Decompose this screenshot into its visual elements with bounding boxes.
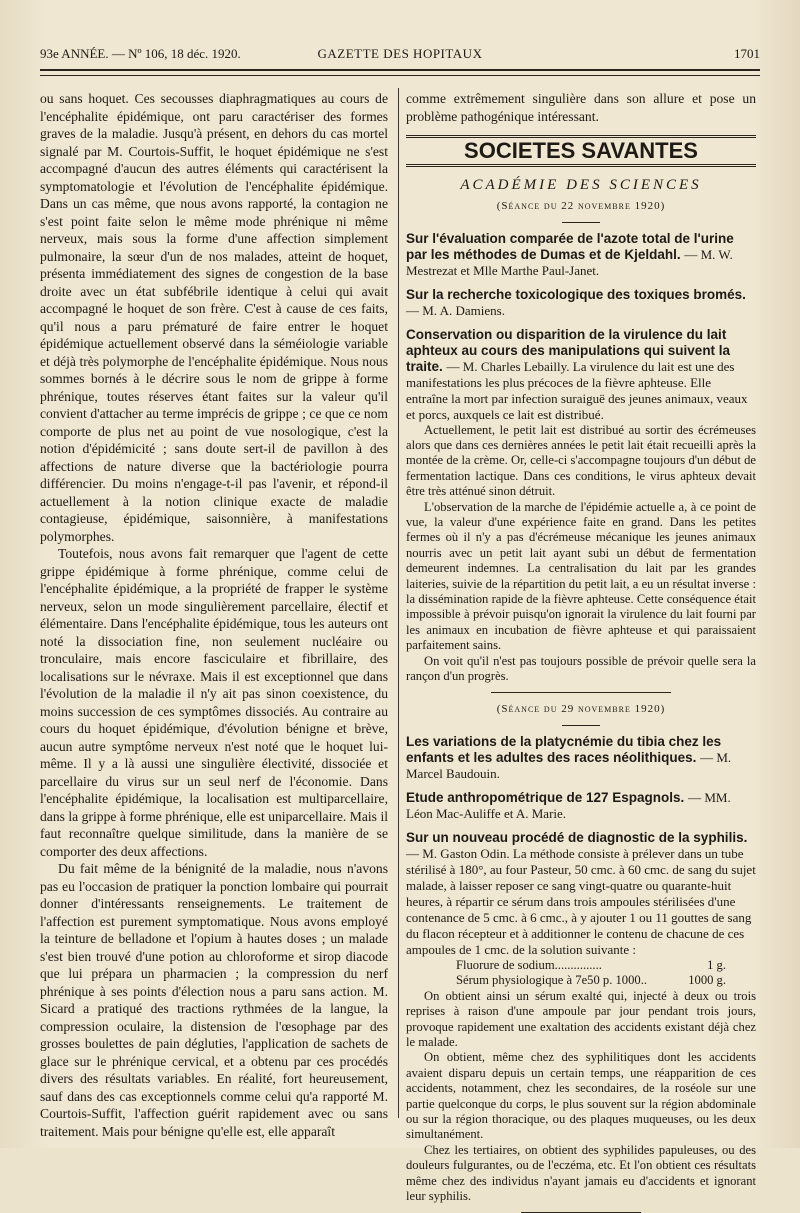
- right-column: [406, 90, 756, 1213]
- article-author: — MM. Léon Mac-Auliffe et A. Marie.: [406, 789, 731, 821]
- header-rule-thin: [40, 75, 760, 76]
- left-column: [40, 90, 388, 1140]
- paragraph: Chez les tertiaires, on obtient des syphilides papuleuses, ou des douleurs fulgurantes, ou de l'eczéma, etc. Et l'on obtient ces résultats même chez des individus n'ayant jamais eu d'accidents et ignorant leur syphilis.: [406, 1142, 756, 1203]
- paragraph: Du fait même de la bénignité de la maladie, nous n'avons pas eu l'occasion de pratiquer la ponction lombaire qui pourrait donner d'intéressants renseignements. Le traitement de l'affection est purement symptomatique. Nous avons employé la teinture de belladone et l'opium à hautes doses ; un malade s'est bien trouvé d'une potion au chloroforme et sirop diacode que lui prépara un pharmacien ; la compression du nerf phrénique à ses points d'élection nous a paru sans action. M. Sicard a pratiqué des tractions rythmées de la langue, la compression oculaire, la distension de l'œsophage par des grosses boulettes de pain dégluties, l'application de sachets de glace sur le phrénique cervical, et a obtenu par ces procédés divers des résultats variables. En réalité, fort heureusement, sauf dans des cas exceptionnels comme celui qu'a rapporté M. Courtois-Suffit, l'affection guérit rapidement avec ou sans traitement. Mais pour bénigne qu'elle est, elle apparaît: [40, 861, 388, 1139]
- issue-info: 93e ANNÉE. — Nº 106, 18 déc. 1920.: [40, 46, 241, 61]
- formula-line: Sérum physiologique à 7e50 p. 1000.. 1000 g.: [456, 973, 726, 988]
- running-header: [40, 46, 760, 64]
- article-title: Conservation ou disparition de la virulence du lait aphteux au cours des manipulations qui suivent la traite. — M. Charles Lebailly. La virulence du lait est une des manifestations les plus précoces de la fièvre aphteuse. Elle entraîne la mort par infection suraiguë des jeunes animaux, veaux et porcs, auxquels ce lait est distribué.: [406, 326, 748, 422]
- article-author: — M. Gaston Odin. La méthode consiste à prélever dans un tube stérilisé à 180°, au four Pasteur, 50 cmc. à 60 cmc. de sang du sujet malade, à laisser reposer ce sang vingt-quatre ou quarante-huit heures, à répartir ce sérum dans trois ampoules stérilisées d'une contenance de 5 cmc. à 6 cmc., à y ajouter 1 ou 11 gouttes de sang du flacon récepteur et à additionner le contenu de chacune de ces ampoules de 1 cmc. de la solution suivante :: [406, 845, 756, 957]
- article-author: — M. Charles Lebailly. La virulence du lait est une des manifestations les plus précoces de la fièvre aphteuse. Elle entraîne la mort par infection suraiguë des jeunes animaux, veaux et porcs, auxquels ce lait est distribué.: [406, 358, 748, 422]
- article-title: Sur un nouveau procédé de diagnostic de la syphilis. — M. Gaston Odin. La méthode consiste à prélever dans un tube stérilisé à 180°, au four Pasteur, 50 cmc. à 60 cmc. de sang du sujet malade, à laisser reposer ce sang vingt-quatre ou quarante-huit heures, à répartir ce sérum dans trois ampoules stérilisées d'une contenance de 5 cmc. à 6 cmc., à y ajouter 1 ou 11 gouttes de sang du flacon récepteur et à additionner le contenu de chacune de ces ampoules de 1 cmc. de la solution suivante :: [406, 829, 756, 957]
- article-title: Sur l'évaluation comparée de l'azote total de l'urine par les méthodes de Dumas et de Kjeldahl. — M. W. Mestrezat et Mlle Marthe Paul-Janet.: [406, 230, 734, 278]
- journal-title: GAZETTE DES HOPITAUX: [317, 46, 483, 61]
- separator-rule: [562, 725, 600, 726]
- paragraph: ou sans hoquet. Ces secousses diaphragmatiques au cours de l'encéphalite épidémique, ont paru caractériser des formes graves de la maladie. Jusqu'à présent, en dehors du cas mortel signalé par M. Courtois-Suffit, le hoquet épidémique ne s'est accompagné d'aucun des autres éléments qui caractérisent la symptomatologie et l'évolution de l'encéphalite épidémique. Dans un cas même, que nous avons rapporté, la contagion ne s'est point faite selon le même mode phrénique ni même nerveux, mais sous la forme d'une affection simplement pulmonaire, la sœur d'un de nos malades, atteint de hoquet, présenta immédiatement des signes de congestion de la base droite avec un état subfébrile identique à celui qui avait accompagné le hoquet de son frère. C'est à cause de ces faits, qu'il nous a paru prématuré de faire entrer le hoquet épidémique actuellement observé dans la séméiologie variable et déjà très polymorphe de l'encéphalite épidémique. Nous nous sommes bornés à le décrire sous le nom de grippe à forme phrénique, toutes réserves étant faites sur la valeur qu'il convient d'attacher au terme imprécis de grippe ; ce que ce nom comporte de plus net au point de vue nosologique, c'est la notion d'épidémicité ; sans doute sert-il de pavillon à des affections de nature diverse que la bactériologie pourra différencier. Du moins n'engage-t-il pas l'avenir, et répond-il actuellement à la notion clinique exacte de maladie contagieuse, épidémique, saisonnière, à manifestations polymorphes.: [40, 91, 388, 544]
- paragraph: L'observation de la marche de l'épidémie actuelle a, à ce point de vue, la valeur d'une expérience faite en grand. Dans les petites fermes où il n'y a pas d'écrémeuse mécanique les jeunes animaux nourris avec un petit lait ayant subi un début de fermentation demeurent indemnes. La centralisation du lait par les grandes laiteries, suivie de la répartition du petit lait, a eu un résultat inverse : la dissémination rapide de la fièvre aphteuse. Cette conséquence était impossible à prévoir puisqu'on ignorait la virulence du lait fourni par les animaux en incubation de fièvre aphteuse et qui paraissaient parfaitement sains.: [406, 499, 756, 653]
- article-author: — M. Marcel Baudouin.: [406, 749, 732, 781]
- article-title: Sur la recherche toxicologique des toxiques bromés. — M. A. Damiens.: [406, 286, 746, 318]
- header-rule: [40, 69, 760, 71]
- paragraph: Actuellement, le petit lait est distribué au sortir des écrémeuses alors que dans ces dernières années le petit lait était recueilli après la montée de la crème. Or, celle-ci s'accompagne toujours d'un début de fermentation lactique. Dans ces conditions, le virus aphteux devait être très atténué sinon détruit.: [406, 422, 756, 499]
- paragraph: comme extrêmement singulière dans son allure et pose un problème pathogénique intéressant.: [406, 91, 756, 124]
- article-title: Les variations de la platycnémie du tibia chez les enfants et les adultes des races néolithiques. — M. Marcel Baudouin.: [406, 733, 732, 781]
- paragraph: On obtient ainsi un sérum exalté qui, injecté à deux ou trois reprises à raison d'une ampoule par jour pendant trois jours, provoque rapidement une exaltation des accidents existant déjà chez le malade.: [406, 988, 756, 1049]
- separator-rule: [562, 222, 600, 223]
- separator-rule: [491, 692, 671, 693]
- paragraph: On voit qu'il n'est pas toujours possible de prévoir quelle sera la rançon d'un progrès.: [406, 653, 756, 683]
- article-title: Etude anthropométrique de 127 Espagnols. — MM. Léon Mac-Auliffe et A. Marie.: [406, 789, 731, 821]
- paragraph: On obtient, même chez des syphilitiques dont les accidents avaient disparu depuis un certain temps, une réapparition de ces accidents, notamment, chez les secondaires, de la roséole sur une partie quelconque du corps, le plus souvent sur la région abdominale ou sur la région thoracique, ou des plaques muqueuses, ou les deux simultanément.: [406, 1050, 756, 1142]
- academy-heading: ACADÉMIE DES SCIENCES: [460, 176, 702, 193]
- section-heading: SOCIETES SAVANTES: [406, 135, 756, 167]
- paragraph: Toutefois, nous avons fait remarquer que l'agent de cette grippe épidémique à forme phrénique, comme celui de l'encéphalite épidémique, a la propriété de frapper le système nerveux, selon un mode singulièrement parcellaire, électif et élémentaire. Dans l'encéphalite épidémique, tous les auteurs ont noté la dissociation fine, non seulement nucléaire ou tronculaire, mais encore fasciculaire et fibrillaire, des localisations sur le névraxe. Mais il est exceptionnel que dans l'évolution de la maladie il n'y ait pas sinon coexistence, du moins succession de ces symptômes dissociés. Au contraire au cours du hoquet épidémique, d'évolution bénigne et brève, aucun autre symptôme nerveux n'est noté que le hoquet lui-même. Il y a là aussi une singulière électivité, dissociée et parcellaire du virus sur un seul nerf de l'économie. Dans l'encéphalite épidémique, la localisation est multiparcellaire, dans la grippe à forme phrénique, elle est uniparcellaire. Mais il faut reconnaître quelque similitude, dans la manière de se comporter des deux affections.: [40, 546, 388, 859]
- session-date: (Séance du 22 novembre 1920): [496, 200, 666, 212]
- session-date: (Séance du 29 novembre 1920): [496, 703, 666, 716]
- article-author: — M. A. Damiens.: [406, 302, 505, 318]
- formula-line: Fluorure de sodium............... 1 g.: [456, 957, 726, 972]
- article-author: — M. W. Mestrezat et Mlle Marthe Paul-Janet.: [406, 246, 733, 278]
- page-number: 1701: [734, 46, 760, 61]
- column-divider: [398, 88, 399, 1118]
